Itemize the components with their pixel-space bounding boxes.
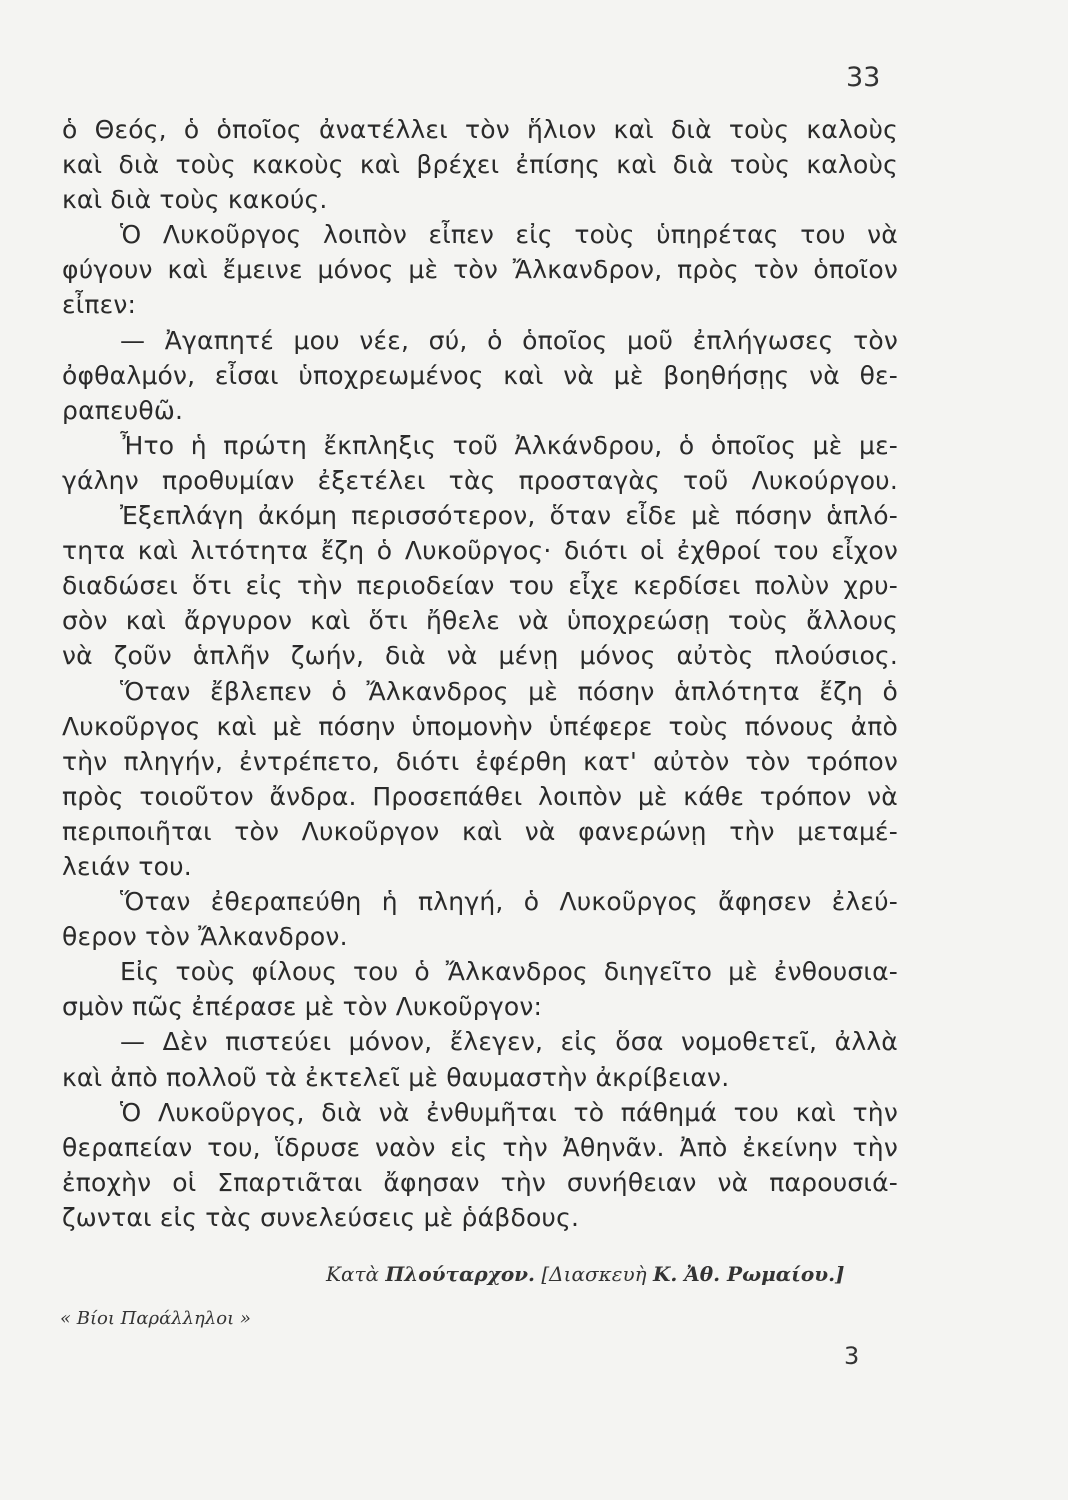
- text-line: πρὸς τοιοῦτον ἄνδρα. Προσεπάθει λοιπὸν μὲ κάθε τρόπον νὰ: [62, 781, 898, 811]
- signature-mark: 3: [844, 1342, 860, 1370]
- page-number: 33: [846, 62, 881, 93]
- text-line: τὴν πληγήν, ἐντρέπετο, διότι ἐφέρθη κατ' αὐτὸν τὸν τρόπον: [62, 746, 898, 776]
- text-line: νὰ ζοῦν ἁπλῆν ζωήν, διὰ νὰ μένῃ μόνος αὐτὸς πλούσιος.: [62, 641, 898, 671]
- attribution-prefix: Κατὰ: [326, 1262, 380, 1286]
- text-line: θεραπείαν του, ἵδρυσε ναὸν εἰς τὴν Ἀθηνᾶν. Ἀπὸ ἐκείνην τὴν: [62, 1132, 898, 1162]
- text-line: Λυκοῦργος καὶ μὲ πόσην ὑπομονὴν ὑπέφερε τοὺς πόνους ἀπὸ: [62, 711, 898, 741]
- text-line: γάλην προθυμίαν ἐξετέλει τὰς προσταγὰς τοῦ Λυκούργου.: [62, 465, 898, 495]
- text-line: Ἦτο ἡ πρώτη ἔκπληξις τοῦ Ἀλκάνδρου, ὁ ὁποῖος μὲ με-: [120, 430, 898, 460]
- attribution: [326, 1262, 896, 1286]
- text-line: διαδώσει ὅτι εἰς τὴν περιοδείαν του εἶχε κερδίσει πολὺν χρυ-: [62, 571, 898, 601]
- text-line: σμὸν πῶς ἐπέρασε μὲ τὸν Λυκοῦργον:: [62, 992, 543, 1022]
- attribution-note-close: ]: [835, 1262, 845, 1286]
- text-line: Ἐξεπλάγη ἀκόμη περισσότερον, ὅταν εἶδε μὲ πόσην ἁπλό-: [120, 501, 898, 531]
- body-text: [62, 112, 898, 1235]
- text-line: τητα καὶ λιτότητα ἔζη ὁ Λυκοῦργος· διότι οἱ ἐχθροί του εἶχον: [62, 536, 898, 566]
- text-line: καὶ διὰ τοὺς κακούς.: [62, 185, 328, 215]
- text-line: Εἰς τοὺς φίλους του ὁ Ἄλκανδρος διηγεῖτο μὲ ἐνθουσια-: [120, 957, 898, 987]
- text-line: σὸν καὶ ἄργυρον καὶ ὅτι ἤθελε νὰ ὑποχρεώσῃ τοὺς ἄλλους: [62, 606, 898, 636]
- text-line: ὀφθαλμόν, εἶσαι ὑποχρεωμένος καὶ νὰ μὲ βοηθήσῃς νὰ θε-: [62, 360, 898, 390]
- text-line: θερον τὸν Ἄλκανδρον.: [62, 922, 348, 952]
- source-title: « Βίοι Παράλληλοι »: [60, 1308, 251, 1329]
- attribution-adapter: Κ. Ἀθ. Ρωμαίου.: [652, 1262, 836, 1286]
- text-line: Ὅταν ἔβλεπεν ὁ Ἄλκανδρος μὲ πόσην ἁπλότητα ἔζη ὁ: [120, 676, 898, 706]
- text-line: ἐποχὴν οἱ Σπαρτιᾶται ἄφησαν τὴν συνήθειαν νὰ παρουσιά-: [62, 1167, 898, 1197]
- text-line: φύγουν καὶ ἔμεινε μόνος μὲ τὸν Ἄλκανδρον, πρὸς τὸν ὁποῖον: [62, 255, 898, 285]
- text-line: Ὁ Λυκοῦργος, διὰ νὰ ἐνθυμῆται τὸ πάθημά του καὶ τὴν: [120, 1097, 898, 1127]
- text-line: καὶ ἀπὸ πολλοῦ τὰ ἐκτελεῖ μὲ θαυμαστὴν ἀκρίβειαν.: [62, 1062, 730, 1092]
- text-line: περιποιῆται τὸν Λυκοῦργον καὶ νὰ φανερώνῃ τὴν μεταμέ-: [62, 816, 898, 846]
- text-line: εἶπεν:: [62, 290, 137, 320]
- text-line: — Ἀγαπητέ μου νέε, σύ, ὁ ὁποῖος μοῦ ἐπλήγωσες τὸν: [120, 325, 898, 355]
- attribution-note-open: [Διασκευὴ: [541, 1262, 647, 1286]
- text-line: ραπευθῶ.: [62, 395, 184, 425]
- text-line: λειάν του.: [62, 851, 192, 881]
- text-line: ὁ Θεός, ὁ ὁποῖος ἀνατέλλει τὸν ἥλιον καὶ διὰ τοὺς καλοὺς: [62, 115, 898, 144]
- text-line: — Δὲν πιστεύει μόνον, ἔλεγεν, εἰς ὅσα νομοθετεῖ, ἀλλὰ: [120, 1027, 898, 1057]
- attribution-author: Πλούταρχον.: [385, 1262, 536, 1286]
- text-line: Ὅταν ἐθεραπεύθη ἡ πληγή, ὁ Λυκοῦργος ἄφησεν ἐλεύ-: [120, 887, 898, 917]
- text-line: καὶ διὰ τοὺς κακοὺς καὶ βρέχει ἐπίσης καὶ διὰ τοὺς καλοὺς: [62, 150, 898, 180]
- text-line: Ὁ Λυκοῦργος λοιπὸν εἶπεν εἰς τοὺς ὑπηρέτας του νὰ: [120, 220, 898, 250]
- text-line: ζωνται εἰς τὰς συνελεύσεις μὲ ῥάβδους.: [62, 1202, 580, 1232]
